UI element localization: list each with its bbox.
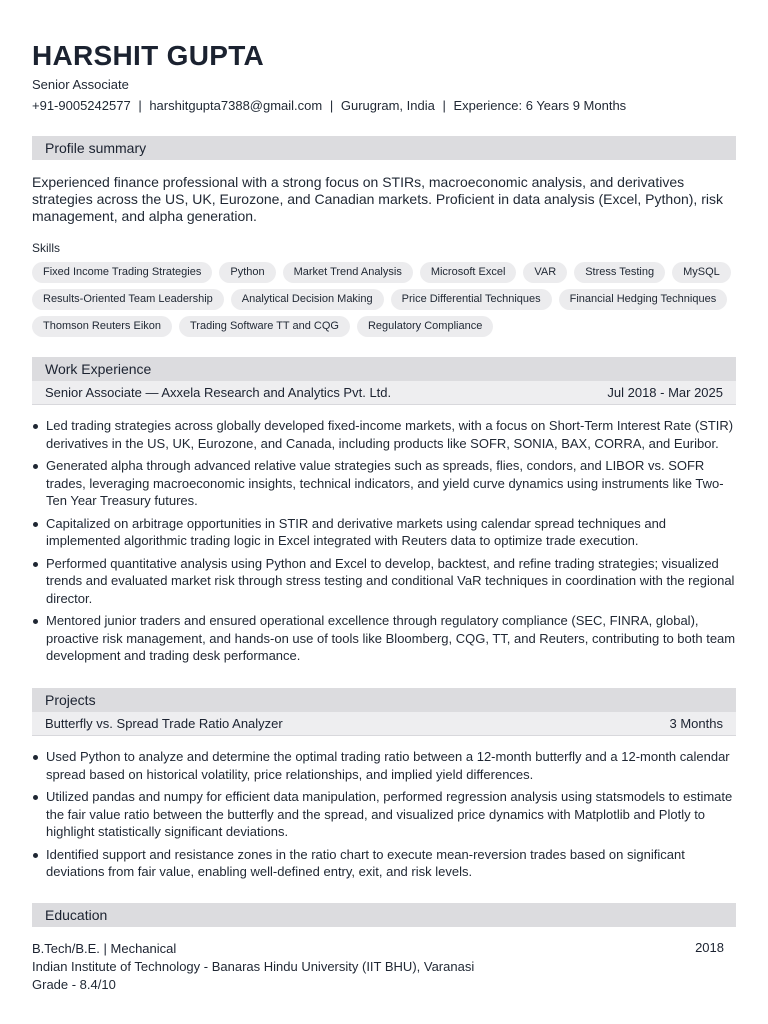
contact-line [32,98,626,113]
work-bullet: Performed quantitative analysis using Python and Excel to develop, backtest, and refine trading strategies; visualized trends and evaluated market risk through stress testing and conditional VaR techniques in coordination with the regional director. [32,555,736,608]
skill-chip: Fixed Income Trading Strategies [32,262,212,283]
work-bullet: Generated alpha through advanced relative value strategies such as spreads, flies, condors, and LIBOR vs. SOFR trades, leveraging macroeconomic insights, technical indicators, and yield curve dynamics using instruments like Two-Ten Year Treasury futures. [32,457,736,510]
profile-summary-text: Experienced finance professional with a strong focus on STIRs, macroeconomic analysis, and derivatives strategies across the US, UK, Eurozone, and Canadian markets. Proficient in data analysis (Excel, Python), risk management, and alpha generation. [32,174,723,224]
project-title: Butterfly vs. Spread Trade Ratio Analyzer [45,716,283,731]
candidate-name: HARSHIT GUPTA [32,40,265,71]
phone: +91-9005242577 [32,98,131,113]
project-bullets [32,748,736,886]
education-institution: Indian Institute of Technology - Banaras Hindu University (IIT BHU), Varanasi [32,959,475,974]
location: Gurugram, India [340,98,435,113]
skill-chip: Thomson Reuters Eikon [32,316,172,337]
email: harshitgupta7388@gmail.com [149,98,323,113]
job-dates: Jul 2018 - Mar 2025 [607,385,723,400]
project-bullet: Utilized pandas and numpy for efficient data manipulation, performed regression analysis using statsmodels to estimate the fair value ratio between the butterfly and the spread, and visualized price dynamics with Matplotlib and Plotly to highlight statistically significant deviations. [32,788,736,841]
profile-summary-heading: Profile summary [32,136,736,160]
skill-chip: VAR [523,262,567,283]
skill-chip: Price Differential Techniques [391,289,552,310]
experience-total: Experience: 6 Years 9 Months [453,98,627,113]
job-header [32,381,736,405]
education-degree: B.Tech/B.E. | Mechanical [32,941,177,956]
skill-chip: Results-Oriented Team Leadership [32,289,224,310]
skill-chip: Trading Software TT and CQG [179,316,350,337]
work-bullets [32,417,736,670]
work-bullet: Capitalized on arbitrage opportunities in STIR and derivative markets using calendar spread techniques and implemented algorithmic trading logic in Excel integrated with Reuters data to optimize trade execution. [32,515,736,550]
work-experience-heading: Work Experience [32,357,736,381]
education-heading: Education [32,903,736,927]
work-bullet: Led trading strategies across globally developed fixed-income markets, with a focus on Short-Term Interest Rate (STIR) derivatives in the US, UK, Eurozone, and Canada, including products like SOFR, SONIA, BAX, CORRA, and Euribor. [32,417,736,452]
education-year: 2018 [695,940,724,955]
skill-chip: MySQL [672,262,731,283]
work-bullet: Mentored junior traders and ensured operational excellence through regulatory compliance (SEC, FINRA, global), proactive risk management, and hands-on use of tools like Bloomberg, CQG, TT, and Reuters, contributing to both team development and trading desk performance. [32,612,736,665]
project-bullet: Identified support and resistance zones in the ratio chart to execute mean-reversion trades based on significant deviations from fair value, enabling well-defined entry, exit, and risk levels. [32,846,736,881]
separator: | [329,98,334,113]
separator: | [138,98,142,113]
projects-heading: Projects [32,688,736,712]
project-header [32,712,736,736]
project-duration: 3 Months [669,716,723,731]
skill-chip: Regulatory Compliance [357,316,493,337]
education-grade: Grade - 8.4/10 [32,977,116,992]
skills-list [32,262,736,337]
skill-chip: Microsoft Excel [420,262,517,283]
skill-chip: Analytical Decision Making [231,289,384,310]
skill-chip: Stress Testing [574,262,665,283]
skill-chip: Market Trend Analysis [283,262,413,283]
skill-chip: Python [219,262,275,283]
skill-chip: Financial Hedging Techniques [559,289,728,310]
project-bullet: Used Python to analyze and determine the optimal trading ratio between a 12-month butterfly and a 12-month calendar spread based on historical volatility, price relationships, and implied yield differences. [32,748,736,783]
separator: | [442,98,446,113]
skills-label: Skills [32,241,61,255]
candidate-role: Senior Associate [32,77,129,92]
job-title: Senior Associate — Axxela Research and Analytics Pvt. Ltd. [45,385,392,400]
